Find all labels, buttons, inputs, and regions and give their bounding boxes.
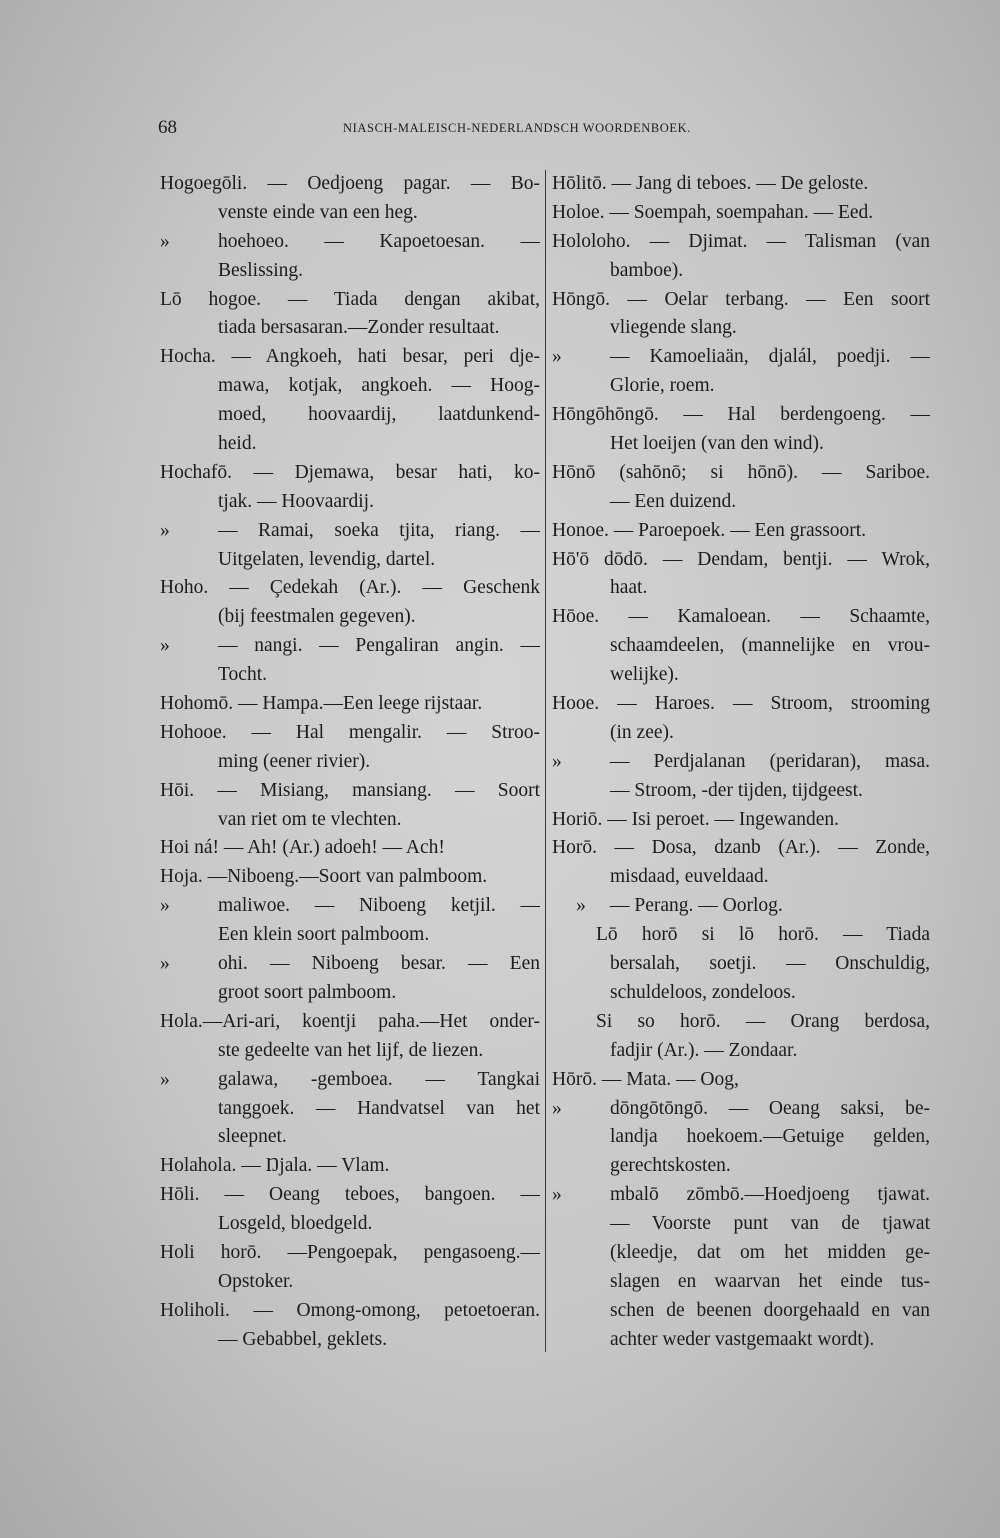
- entry-text: ming (eener rivier).: [218, 750, 371, 772]
- entry-line: [552, 661, 930, 690]
- entry-text: Hoi ná! — Ah! (Ar.) adoeh! — Ach!: [160, 837, 445, 859]
- entry-text: Tocht.: [218, 664, 267, 686]
- entry-line: [160, 1297, 540, 1326]
- entry-line: [552, 748, 930, 777]
- ditto-mark: »: [160, 635, 170, 657]
- entry-line: [552, 1181, 930, 1210]
- entry-text: bamboe).: [610, 259, 684, 281]
- entry-text: — Een duizend.: [610, 490, 737, 512]
- entry-text: Holiholi. — Omong-omong, petoetoeran.: [160, 1299, 540, 1321]
- entry-text: Hohooe. — Hal mengalir. — Stroo-: [160, 721, 540, 743]
- ditto-mark: »: [160, 519, 170, 541]
- dictionary-entry: [552, 748, 930, 806]
- dictionary-entry: [160, 286, 540, 344]
- entry-text: tanggoek. — Handvatsel van het: [218, 1097, 540, 1119]
- entry-line: [160, 517, 540, 546]
- page-header: [158, 117, 940, 141]
- dictionary-entry: [160, 170, 540, 228]
- entry-line: [552, 632, 930, 661]
- running-title: NIASCH-MALEISCH-NEDERLANDSCH WOORDENBOEK.: [343, 121, 691, 135]
- entry-line: [552, 372, 930, 401]
- ditto-mark: »: [552, 346, 562, 368]
- entry-text: fadjir (Ar.). — Zondaar.: [610, 1039, 798, 1061]
- entry-text: Hocha. — Angkoeh, hati besar, peri dje-: [160, 346, 540, 368]
- entry-line: [552, 517, 930, 546]
- entry-text: Hohomō. — Hampa.—Een leege rijstaar.: [160, 693, 483, 715]
- entry-line: [160, 1123, 540, 1152]
- entry-line: [552, 1123, 930, 1152]
- entry-line: [160, 257, 540, 286]
- entry-text: dōngōtōngō. — Oeang saksi, be-: [610, 1097, 930, 1119]
- page-number: 68: [158, 117, 177, 138]
- dictionary-entry: [160, 517, 540, 575]
- dictionary-entry: [552, 892, 930, 921]
- entry-text: groot soort palmboom.: [218, 981, 397, 1003]
- entry-text: Hoja. —Niboeng.—Soort van palmboom.: [160, 866, 488, 888]
- dictionary-entry: [160, 950, 540, 1008]
- dictionary-entry: [160, 892, 540, 950]
- entry-text: maliwoe. — Niboeng ketjil. —: [218, 895, 540, 917]
- entry-line: [160, 892, 540, 921]
- entry-text: Holahola. — Ŋjala. — Vlam.: [160, 1155, 390, 1177]
- entry-line: [552, 777, 930, 806]
- entry-text: Uitgelaten, levendig, dartel.: [218, 548, 436, 570]
- entry-line: [160, 979, 540, 1008]
- entry-text: gerechtskosten.: [610, 1155, 731, 1177]
- right-column: [552, 170, 930, 1355]
- dictionary-entry: [552, 690, 930, 748]
- dictionary-entry: [552, 921, 930, 1008]
- entry-text: galawa, -gemboea. — Tangkai: [218, 1068, 540, 1090]
- dictionary-entry: [160, 459, 540, 517]
- entry-text: moed, hoovaardij, laatdunkend-: [218, 404, 540, 426]
- entry-text: Honoe. — Paroepoek. — Een grassoort.: [552, 519, 867, 541]
- entry-line: [552, 1066, 930, 1095]
- entry-line: [160, 806, 540, 835]
- ditto-mark: »: [576, 895, 586, 917]
- entry-line: [552, 1239, 930, 1268]
- entry-text: schaamdeelen, (mannelijke en vrou-: [610, 635, 930, 657]
- dictionary-entry: [160, 1008, 540, 1066]
- entry-line: [160, 1152, 540, 1181]
- entry-text: Hololoho. — Djimat. — Talisman (van: [552, 230, 930, 252]
- dictionary-entry: [160, 690, 540, 719]
- entry-line: [552, 546, 930, 575]
- entry-line: [160, 719, 540, 748]
- dictionary-entry: [552, 343, 930, 401]
- dictionary-entry: [552, 170, 930, 199]
- entry-line: [160, 372, 540, 401]
- entry-line: [552, 1297, 930, 1326]
- dictionary-entry: [160, 1066, 540, 1153]
- dictionary-entry: [160, 1181, 540, 1239]
- entry-line: [552, 863, 930, 892]
- entry-line: [160, 603, 540, 632]
- dictionary-entry: [552, 603, 930, 690]
- entry-line: [160, 921, 540, 950]
- entry-line: [160, 834, 540, 863]
- entry-text: Hōlitō. — Jang di teboes. — De geloste.: [552, 173, 869, 194]
- entry-text: Hogoegōli. — Oedjoeng pagar. — Bo-: [160, 173, 540, 194]
- entry-text: bersalah, soetji. — Onschuldig,: [610, 953, 930, 975]
- entry-text: Holoe. — Soempah, soempahan. — Eed.: [552, 201, 874, 223]
- ditto-mark: »: [160, 1068, 170, 1090]
- ditto-mark: »: [552, 750, 562, 772]
- entry-text: Hōrō. — Mata. — Oog,: [552, 1068, 739, 1090]
- entry-line: [552, 1152, 930, 1181]
- dictionary-entry: [160, 343, 540, 459]
- entry-text: vliegende slang.: [610, 317, 737, 339]
- entry-text: (in zee).: [610, 721, 674, 743]
- dictionary-entry: [552, 228, 930, 286]
- dictionary-entry: [552, 1181, 930, 1354]
- dictionary-entry: [552, 459, 930, 517]
- entry-text: Hochafō. — Djemawa, besar hati, ko-: [160, 461, 540, 483]
- entry-line: [552, 950, 930, 979]
- entry-text: achter weder vastgemaakt wordt).: [610, 1328, 875, 1350]
- dictionary-entry: [160, 719, 540, 777]
- entry-line: [552, 603, 930, 632]
- entry-line: [552, 979, 930, 1008]
- entry-text: slagen en waarvan het einde tus-: [610, 1270, 930, 1292]
- dictionary-entry: [160, 777, 540, 835]
- entry-text: tjak. — Hoovaardij.: [218, 490, 374, 512]
- entry-line: [160, 459, 540, 488]
- entry-line: [552, 199, 930, 228]
- entry-line: [160, 401, 540, 430]
- entry-line: [160, 546, 540, 575]
- entry-text: misdaad, euveldaad.: [610, 866, 769, 888]
- entry-line: [160, 1008, 540, 1037]
- entry-line: [160, 488, 540, 517]
- entry-text: Holi horō. —Pengoepak, pengasoeng.—: [160, 1241, 540, 1263]
- entry-line: [160, 950, 540, 979]
- entry-line: [160, 286, 540, 315]
- dictionary-entry: [160, 863, 540, 892]
- entry-text: (kleedje, dat om het midden ge-: [610, 1241, 930, 1263]
- entry-text: — Ramai, soeka tjita, riang. —: [218, 519, 540, 541]
- entry-line: [160, 170, 540, 199]
- entry-text: Hoho. — Çedekah (Ar.). — Geschenk: [160, 577, 540, 599]
- entry-text: — Perang. — Oorlog.: [610, 895, 783, 917]
- dictionary-entry: [160, 228, 540, 286]
- entry-text: mbalō zōmbō.—Hoedjoeng tjawat.: [610, 1184, 930, 1206]
- dictionary-entry: [160, 1152, 540, 1181]
- entry-line: [552, 257, 930, 286]
- entry-text: Si so horō. — Orang berdosa,: [596, 1010, 930, 1032]
- ditto-mark: »: [552, 1184, 562, 1206]
- entry-text: ste gedeelte van het lijf, de liezen.: [218, 1039, 484, 1061]
- entry-line: [552, 1008, 930, 1037]
- dictionary-entry: [160, 834, 540, 863]
- entry-text: — Kamoeliaän, djalál, poedji. —: [610, 346, 930, 368]
- dictionary-entry: [552, 546, 930, 604]
- ditto-mark: »: [160, 230, 170, 252]
- entry-line: [160, 1326, 540, 1355]
- entry-text: — nangi. — Pengaliran angin. —: [218, 635, 540, 657]
- entry-line: [160, 1210, 540, 1239]
- entry-text: Hooe. — Haroes. — Stroom, strooming: [552, 693, 930, 715]
- left-column: [160, 170, 540, 1355]
- dictionary-entry: [552, 806, 930, 835]
- entry-line: [160, 199, 540, 228]
- entry-line: [552, 286, 930, 315]
- entry-text: Opstoker.: [218, 1270, 294, 1292]
- entry-line: [552, 459, 930, 488]
- entry-line: [552, 834, 930, 863]
- entry-text: Lō hogoe. — Tiada dengan akibat,: [160, 288, 540, 310]
- entry-text: Hōnō (sahōnō; si hōnō). — Sariboe.: [552, 461, 930, 483]
- entry-line: [160, 632, 540, 661]
- entry-text: Horō. — Dosa, dzanb (Ar.). — Zonde,: [552, 837, 930, 859]
- dictionary-entry: [552, 199, 930, 228]
- column-divider: [545, 170, 546, 1352]
- entry-text: mawa, kotjak, angkoeh. — Hoog-: [218, 375, 540, 397]
- entry-line: [552, 488, 930, 517]
- entry-text: heid.: [218, 433, 257, 455]
- entry-text: Een klein soort palmboom.: [218, 924, 430, 946]
- dictionary-entry: [160, 1297, 540, 1355]
- entry-line: [552, 1268, 930, 1297]
- entry-line: [160, 748, 540, 777]
- entry-line: [552, 574, 930, 603]
- ditto-mark: »: [552, 1097, 562, 1119]
- entry-text: haat.: [610, 577, 648, 599]
- dictionary-entry: [552, 401, 930, 459]
- entry-line: [552, 1095, 930, 1124]
- entry-text: van riet om te vlechten.: [218, 808, 402, 830]
- entry-text: — Voorste punt van de tjawat: [610, 1213, 930, 1235]
- entry-text: — Stroom, -der tijden, tijdgeest.: [610, 779, 863, 801]
- entry-text: sleepnet.: [218, 1126, 287, 1148]
- entry-text: Het loeijen (van den wind).: [610, 433, 824, 455]
- entry-text: Hōngōhōngō. — Hal berdengoeng. —: [552, 404, 930, 426]
- entry-line: [552, 806, 930, 835]
- entry-line: [552, 170, 930, 199]
- dictionary-entry: [552, 517, 930, 546]
- entry-text: welijke).: [610, 664, 679, 686]
- dictionary-entry: [160, 1239, 540, 1297]
- entry-line: [552, 1326, 930, 1355]
- entry-line: [552, 892, 930, 921]
- entry-line: [160, 690, 540, 719]
- entry-text: (bij feestmalen gegeven).: [218, 606, 416, 628]
- dictionary-entry: [552, 1066, 930, 1095]
- entry-text: landja hoekoem.—Getuige gelden,: [610, 1126, 930, 1148]
- entry-text: venste einde van een heg.: [218, 201, 418, 223]
- ditto-mark: »: [160, 953, 170, 975]
- entry-text: Beslissing.: [218, 259, 304, 281]
- entry-line: [552, 1210, 930, 1239]
- entry-text: hoehoeo. — Kapoetoesan. —: [218, 230, 540, 252]
- entry-line: [552, 401, 930, 430]
- entry-line: [160, 574, 540, 603]
- entry-text: Losgeld, bloedgeld.: [218, 1213, 373, 1235]
- entry-line: [552, 690, 930, 719]
- entry-line: [160, 1095, 540, 1124]
- entry-line: [160, 1239, 540, 1268]
- entry-line: [160, 343, 540, 372]
- entry-line: [160, 430, 540, 459]
- entry-line: [160, 1066, 540, 1095]
- entry-line: [552, 1037, 930, 1066]
- entry-text: Hō'ō dōdō. — Dendam, bentji. — Wrok,: [552, 548, 930, 570]
- entry-text: schen de beenen doorgehaald en van: [610, 1299, 930, 1321]
- entry-line: [552, 228, 930, 257]
- entry-line: [552, 430, 930, 459]
- entry-text: ohi. — Niboeng besar. — Een: [218, 953, 540, 975]
- entry-text: Hola.—Ari-ari, koentji paha.—Het onder-: [160, 1010, 540, 1032]
- entry-line: [160, 1037, 540, 1066]
- dictionary-entry: [552, 286, 930, 344]
- entry-text: Lō horō si lō horō. — Tiada: [596, 924, 930, 946]
- entry-line: [552, 343, 930, 372]
- dictionary-entry: [160, 574, 540, 632]
- entry-text: — Perdjalanan (peridaran), masa.: [610, 750, 930, 772]
- entry-line: [552, 719, 930, 748]
- entry-line: [552, 921, 930, 950]
- entry-text: Horiō. — Isi peroet. — Ingewanden.: [552, 808, 840, 830]
- entry-line: [160, 228, 540, 257]
- entry-line: [160, 863, 540, 892]
- dictionary-entry: [160, 632, 540, 690]
- dictionary-entry: [552, 1008, 930, 1066]
- ditto-mark: »: [160, 895, 170, 917]
- entry-line: [552, 314, 930, 343]
- entry-line: [160, 661, 540, 690]
- entry-text: Hōli. — Oeang teboes, bangoen. —: [160, 1184, 540, 1206]
- entry-line: [160, 1268, 540, 1297]
- entry-text: Hōi. — Misiang, mansiang. — Soort: [160, 779, 540, 801]
- entry-line: [160, 1181, 540, 1210]
- entry-text: Hōngō. — Oelar terbang. — Een soort: [552, 288, 930, 310]
- entry-text: Hōoe. — Kamaloean. — Schaamte,: [552, 606, 930, 628]
- dictionary-entry: [552, 834, 930, 892]
- entry-text: schuldeloos, zondeloos.: [610, 981, 796, 1003]
- entry-text: — Gebabbel, geklets.: [218, 1328, 387, 1350]
- entry-text: Glorie, roem.: [610, 375, 715, 397]
- entry-line: [160, 314, 540, 343]
- entry-text: tiada bersasaran.—Zonder resultaat.: [218, 317, 500, 339]
- entry-line: [160, 777, 540, 806]
- dictionary-entry: [552, 1095, 930, 1182]
